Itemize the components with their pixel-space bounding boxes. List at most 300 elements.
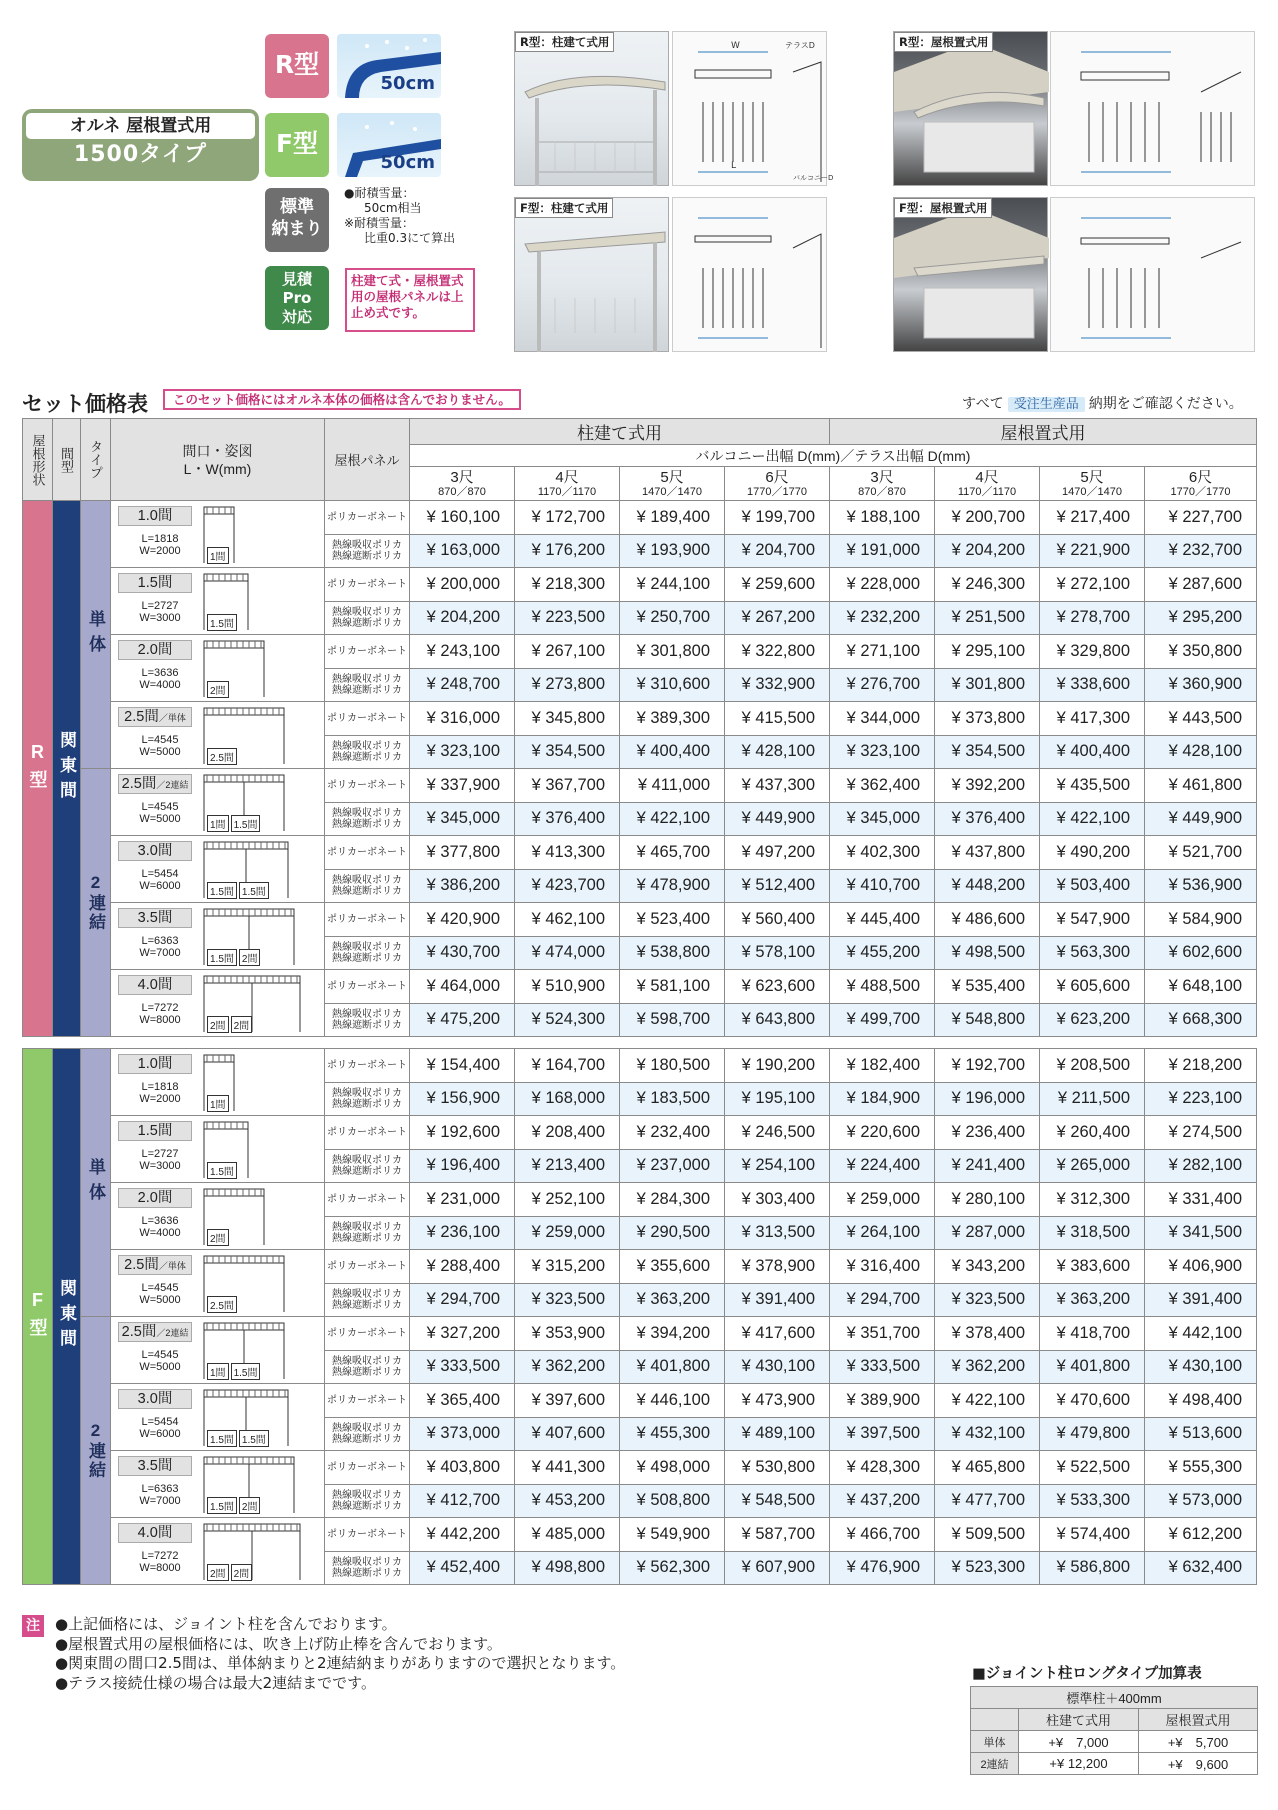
price-cell: ¥ 362,400 xyxy=(830,769,935,803)
ken-label: 2.5間／2連結 xyxy=(118,774,192,794)
lw-dims: L=3636 W=4000 xyxy=(139,1215,181,1239)
price-cell: ¥ 295,200 xyxy=(1145,601,1257,635)
price-cell: ¥ 232,700 xyxy=(1145,534,1257,568)
price-cell: ¥ 449,900 xyxy=(725,802,830,836)
drawing-f-roofmount xyxy=(1050,197,1255,352)
price-cell: ¥ 389,900 xyxy=(830,1384,935,1418)
price-cell: ¥ 470,600 xyxy=(1040,1384,1145,1418)
part-labels xyxy=(207,949,260,966)
table-row xyxy=(23,1384,1257,1418)
size-cell xyxy=(111,635,325,702)
ken-label: 1.5間 xyxy=(118,1121,192,1141)
price-cell: ¥ 437,800 xyxy=(935,836,1040,870)
snow-note-line: ※耐積雪量： xyxy=(344,216,415,230)
table-row xyxy=(23,970,1257,1004)
price-cell: ¥ 367,700 xyxy=(515,769,620,803)
price-cell: ¥ 535,400 xyxy=(935,970,1040,1004)
price-cell: ¥ 455,200 xyxy=(830,936,935,970)
price-cell: ¥ 397,500 xyxy=(830,1417,935,1451)
price-cell: ¥ 278,700 xyxy=(1040,601,1145,635)
header-span: 間型 xyxy=(53,419,81,501)
panel-name: ポリカーボネート xyxy=(325,1049,410,1083)
note-item: ●関東間の間口2.5間は、単体納まりと2連結納まりがありますので選択となります。 xyxy=(55,1654,626,1672)
table-row xyxy=(23,1317,1257,1351)
price-cell: ¥ 220,600 xyxy=(830,1116,935,1150)
price-cell: ¥ 437,300 xyxy=(725,769,830,803)
price-cell: ¥ 533,300 xyxy=(1040,1484,1145,1518)
price-cell: ¥ 333,500 xyxy=(830,1350,935,1384)
part-label: 2間 xyxy=(207,1016,229,1033)
price-cell: ¥ 508,800 xyxy=(620,1484,725,1518)
order-note xyxy=(962,393,1243,413)
group-spacer xyxy=(23,1037,1257,1049)
part-label: 2間 xyxy=(207,1564,229,1581)
price-cell: ¥ 196,000 xyxy=(935,1082,1040,1116)
part-label: 1.5間 xyxy=(239,1430,269,1447)
size-cell xyxy=(111,903,325,970)
price-cell: ¥ 488,500 xyxy=(830,970,935,1004)
price-cell: ¥ 623,600 xyxy=(725,970,830,1004)
price-cell: ¥ 391,400 xyxy=(1145,1283,1257,1317)
panel-name: 熱線吸収ポリカ 熱線遮断ポリカ xyxy=(325,1417,410,1451)
price-cell: ¥ 274,500 xyxy=(1145,1116,1257,1150)
price-cell: ¥ 412,700 xyxy=(410,1484,515,1518)
price-cell: ¥ 362,200 xyxy=(935,1350,1040,1384)
price-cell: ¥ 547,900 xyxy=(1040,903,1145,937)
joint-col: 柱建て式用 xyxy=(1019,1709,1139,1731)
drawing-f-pillar xyxy=(672,197,827,352)
price-cell: ¥ 192,700 xyxy=(935,1049,1040,1083)
snow-note-line: 比重0.3にて算出 xyxy=(364,231,456,245)
price-cell: ¥ 498,400 xyxy=(1145,1384,1257,1418)
price-cell: ¥ 607,900 xyxy=(725,1551,830,1585)
price-cell: ¥ 400,400 xyxy=(620,735,725,769)
photo-caption: F型：柱建て式用 xyxy=(515,198,613,218)
table-row xyxy=(23,836,1257,870)
ken-label: 3.0間 xyxy=(118,841,192,861)
size-cell xyxy=(111,769,325,836)
depth-shaku: 5尺 xyxy=(660,468,684,486)
part-label: 2間 xyxy=(231,1564,253,1581)
f-type-snow-label: 50cm xyxy=(380,152,435,173)
part-labels xyxy=(207,1564,252,1581)
price-cell: ¥ 430,700 xyxy=(410,936,515,970)
price-cell: ¥ 376,400 xyxy=(515,802,620,836)
product-type: 1500タイプ xyxy=(73,142,208,167)
price-cell: ¥ 401,800 xyxy=(620,1350,725,1384)
depth-mm: 870／870 xyxy=(858,485,906,498)
part-labels xyxy=(207,1497,260,1514)
joint-row-label: 2連結 xyxy=(971,1753,1019,1775)
part-labels xyxy=(207,1229,229,1246)
note-item: ●上記価格には、ジョイント柱を含んでおります。 xyxy=(55,1615,397,1633)
price-cell: ¥ 322,800 xyxy=(725,635,830,669)
price-cell: ¥ 428,100 xyxy=(725,735,830,769)
size-cell xyxy=(111,1116,325,1183)
price-cell: ¥ 323,500 xyxy=(935,1283,1040,1317)
lw-dims: L=4545 W=5000 xyxy=(139,1349,181,1373)
price-cell: ¥ 512,400 xyxy=(725,869,830,903)
panel-name: ポリカーボネート xyxy=(325,1317,410,1351)
part-label: 2.5間 xyxy=(207,1296,237,1313)
depth-shaku: 6尺 xyxy=(1188,468,1213,486)
lw-dims: L=4545 W=5000 xyxy=(139,734,181,758)
header-roof-shape: 屋根形状 xyxy=(23,419,53,501)
price-cell: ¥ 260,400 xyxy=(1040,1116,1145,1150)
type-label: 2連結 xyxy=(86,873,105,932)
price-cell: ¥ 605,600 xyxy=(1040,970,1145,1004)
price-cell: ¥ 344,000 xyxy=(830,702,935,736)
price-cell: ¥ 448,200 xyxy=(935,869,1040,903)
price-cell: ¥ 530,800 xyxy=(725,1451,830,1485)
price-cell: ¥ 172,700 xyxy=(515,501,620,535)
price-cell: ¥ 246,500 xyxy=(725,1116,830,1150)
lw-dims: L=4545 W=5000 xyxy=(139,801,181,825)
price-cell: ¥ 475,200 xyxy=(410,1003,515,1037)
r-type-snow-image xyxy=(337,34,441,98)
part-label: 1.5間 xyxy=(207,1162,237,1179)
price-cell: ¥ 323,500 xyxy=(515,1283,620,1317)
table-row xyxy=(23,702,1257,736)
price-cell: ¥ 453,200 xyxy=(515,1484,620,1518)
price-cell: ¥ 509,500 xyxy=(935,1518,1040,1552)
part-label: 1間 xyxy=(207,1363,229,1380)
header-depth-col xyxy=(620,467,725,501)
lw-dims: L=7272 W=8000 xyxy=(139,1550,181,1574)
joint-title: ■ジョイント柱ロングタイプ加算表 xyxy=(972,1666,1202,1682)
panel-name: 熱線吸収ポリカ 熱線遮断ポリカ xyxy=(325,1551,410,1585)
price-cell: ¥ 276,700 xyxy=(830,668,935,702)
part-label: 2間 xyxy=(231,1016,253,1033)
size-cell xyxy=(111,1451,325,1518)
part-label: 2間 xyxy=(207,1229,229,1246)
panel-name: ポリカーボネート xyxy=(325,769,410,803)
header-depth-col xyxy=(935,467,1040,501)
price-cell: ¥ 503,400 xyxy=(1040,869,1145,903)
dim-balcony-label: バルコニーD xyxy=(793,174,834,182)
price-cell: ¥ 164,700 xyxy=(515,1049,620,1083)
snow-note-line: 50cm相当 xyxy=(364,201,422,215)
price-cell: ¥ 182,400 xyxy=(830,1049,935,1083)
price-cell: ¥ 250,700 xyxy=(620,601,725,635)
table-row xyxy=(23,1451,1257,1485)
price-cell: ¥ 218,300 xyxy=(515,568,620,602)
part-labels xyxy=(207,614,237,631)
price-cell: ¥ 490,200 xyxy=(1040,836,1145,870)
price-cell: ¥ 465,800 xyxy=(935,1451,1040,1485)
price-cell: ¥ 204,200 xyxy=(935,534,1040,568)
price-cell: ¥ 221,900 xyxy=(1040,534,1145,568)
price-cell: ¥ 643,800 xyxy=(725,1003,830,1037)
price-cell: ¥ 441,300 xyxy=(515,1451,620,1485)
price-cell: ¥ 241,400 xyxy=(935,1149,1040,1183)
price-cell: ¥ 354,500 xyxy=(935,735,1040,769)
type-cell xyxy=(81,769,111,1037)
price-cell: ¥ 223,100 xyxy=(1145,1082,1257,1116)
table-row xyxy=(23,1049,1257,1083)
depth-shaku: 3尺 xyxy=(870,468,894,486)
price-cell: ¥ 513,600 xyxy=(1145,1417,1257,1451)
price-cell: ¥ 341,500 xyxy=(1145,1216,1257,1250)
part-label: 1.5間 xyxy=(231,815,261,832)
photo-f-pillar xyxy=(514,197,669,352)
part-labels xyxy=(207,1162,237,1179)
table-row xyxy=(23,1116,1257,1150)
price-cell: ¥ 362,200 xyxy=(515,1350,620,1384)
part-labels xyxy=(207,882,269,899)
price-cell: ¥ 478,900 xyxy=(620,869,725,903)
price-cell: ¥ 360,900 xyxy=(1145,668,1257,702)
part-labels xyxy=(207,1430,269,1447)
price-cell: ¥ 213,400 xyxy=(515,1149,620,1183)
ken-label: 2.0間 xyxy=(118,1188,192,1208)
part-labels xyxy=(207,547,229,564)
panel-name: ポリカーボネート xyxy=(325,1451,410,1485)
joint-row-label: 単体 xyxy=(971,1731,1019,1753)
price-cell: ¥ 377,800 xyxy=(410,836,515,870)
panel-name: ポリカーボネート xyxy=(325,568,410,602)
price-cell: ¥ 632,400 xyxy=(1145,1551,1257,1585)
r-type-badge: R型 xyxy=(265,34,329,98)
drawing-r-pillar xyxy=(672,31,834,186)
price-cell: ¥ 612,200 xyxy=(1145,1518,1257,1552)
size-cell xyxy=(111,1384,325,1451)
table-row xyxy=(23,1183,1257,1217)
price-cell: ¥ 217,400 xyxy=(1040,501,1145,535)
depth-mm: 870／870 xyxy=(438,485,486,498)
section-note: このセット価格にはオルネ本体の価格は含んでおりません。 xyxy=(163,389,521,410)
span-cell xyxy=(53,501,81,1037)
price-cell: ¥ 497,200 xyxy=(725,836,830,870)
price-cell: ¥ 267,100 xyxy=(515,635,620,669)
price-cell: ¥ 510,900 xyxy=(515,970,620,1004)
price-cell: ¥ 373,000 xyxy=(410,1417,515,1451)
product-box xyxy=(22,109,259,181)
photo-f-roofmount xyxy=(893,197,1048,352)
price-cell: ¥ 376,400 xyxy=(935,802,1040,836)
panel-name: ポリカーボネート xyxy=(325,836,410,870)
price-cell: ¥ 523,400 xyxy=(620,903,725,937)
lw-dims: L=2727 W=3000 xyxy=(139,600,181,624)
price-cell: ¥ 327,200 xyxy=(410,1317,515,1351)
shape-label: F型 xyxy=(27,1289,48,1344)
price-cell: ¥ 598,700 xyxy=(620,1003,725,1037)
price-cell: ¥ 345,000 xyxy=(410,802,515,836)
price-cell: ¥ 295,100 xyxy=(935,635,1040,669)
table-row xyxy=(23,903,1257,937)
price-cell: ¥ 312,300 xyxy=(1040,1183,1145,1217)
price-cell: ¥ 163,000 xyxy=(410,534,515,568)
part-labels xyxy=(207,815,260,832)
panel-name: 熱線吸収ポリカ 熱線遮断ポリカ xyxy=(325,1082,410,1116)
panel-name: 熱線吸収ポリカ 熱線遮断ポリカ xyxy=(325,1484,410,1518)
price-cell: ¥ 316,000 xyxy=(410,702,515,736)
price-cell: ¥ 401,800 xyxy=(1040,1350,1145,1384)
depth-shaku: 4尺 xyxy=(975,468,999,486)
part-label: 2間 xyxy=(239,949,261,966)
price-cell: ¥ 331,400 xyxy=(1145,1183,1257,1217)
shape-cell xyxy=(23,1049,53,1585)
drawing-r-roofmount xyxy=(1050,31,1255,186)
price-cell: ¥ 392,200 xyxy=(935,769,1040,803)
price-cell: ¥ 318,500 xyxy=(1040,1216,1145,1250)
price-cell: ¥ 248,700 xyxy=(410,668,515,702)
photo-caption: R型：柱建て式用 xyxy=(515,32,614,52)
part-label: 1間 xyxy=(207,547,229,564)
price-cell: ¥ 211,500 xyxy=(1040,1082,1145,1116)
photo-r-roofmount xyxy=(893,31,1048,186)
size-cell xyxy=(111,836,325,903)
part-label: 1.5間 xyxy=(207,614,237,631)
price-cell: ¥ 332,900 xyxy=(725,668,830,702)
price-cell: ¥ 562,300 xyxy=(620,1551,725,1585)
dim-l-label: L xyxy=(731,161,737,171)
price-cell: ¥ 524,300 xyxy=(515,1003,620,1037)
price-cell: ¥ 523,300 xyxy=(935,1551,1040,1585)
price-cell: ¥ 184,900 xyxy=(830,1082,935,1116)
price-cell: ¥ 273,800 xyxy=(515,668,620,702)
price-cell: ¥ 199,700 xyxy=(725,501,830,535)
panel-name: 熱線吸収ポリカ 熱線遮断ポリカ xyxy=(325,1350,410,1384)
price-cell: ¥ 200,700 xyxy=(935,501,1040,535)
price-cell: ¥ 156,900 xyxy=(410,1082,515,1116)
price-cell: ¥ 338,600 xyxy=(1040,668,1145,702)
price-cell: ¥ 315,200 xyxy=(515,1250,620,1284)
price-cell: ¥ 464,000 xyxy=(410,970,515,1004)
price-cell: ¥ 555,300 xyxy=(1145,1451,1257,1485)
depth-mm: 1770／1770 xyxy=(1170,485,1231,498)
mitsumori-pro-badge: 見積 Pro 対応 xyxy=(265,266,329,330)
panel-name: ポリカーボネート xyxy=(325,1116,410,1150)
table-row xyxy=(23,769,1257,803)
part-labels xyxy=(207,748,237,765)
price-cell: ¥ 410,700 xyxy=(830,869,935,903)
size-cell xyxy=(111,1049,325,1116)
lw-dims: L=3636 W=4000 xyxy=(139,667,181,691)
price-cell: ¥ 354,500 xyxy=(515,735,620,769)
price-cell: ¥ 267,200 xyxy=(725,601,830,635)
price-cell: ¥ 498,500 xyxy=(935,936,1040,970)
type-label: 2連結 xyxy=(86,1421,105,1480)
price-cell: ¥ 252,100 xyxy=(515,1183,620,1217)
header-type: タイプ xyxy=(81,419,111,501)
price-cell: ¥ 538,800 xyxy=(620,936,725,970)
price-cell: ¥ 196,400 xyxy=(410,1149,515,1183)
price-cell: ¥ 378,900 xyxy=(725,1250,830,1284)
price-cell: ¥ 574,400 xyxy=(1040,1518,1145,1552)
ken-label: 2.0間 xyxy=(118,640,192,660)
price-cell: ¥ 337,900 xyxy=(410,769,515,803)
joint-table xyxy=(970,1686,1258,1775)
price-cell: ¥ 284,300 xyxy=(620,1183,725,1217)
type-cell xyxy=(81,1317,111,1585)
price-cell: ¥ 573,000 xyxy=(1145,1484,1257,1518)
lw-dims: L=1818 W=2000 xyxy=(139,533,181,557)
header-size: 間口・姿図 L・W(mm) xyxy=(111,419,325,501)
size-cell xyxy=(111,1317,325,1384)
part-label: 1.5間 xyxy=(207,882,237,899)
header-depth-col xyxy=(1145,467,1257,501)
part-labels xyxy=(207,1016,252,1033)
price-cell: ¥ 154,400 xyxy=(410,1049,515,1083)
depth-shaku: 4尺 xyxy=(555,468,579,486)
snow-note xyxy=(344,186,459,246)
price-cell: ¥ 236,100 xyxy=(410,1216,515,1250)
part-label: 2間 xyxy=(207,681,229,698)
ken-label: 1.5間 xyxy=(118,573,192,593)
panel-name: ポリカーボネート xyxy=(325,970,410,1004)
depth-mm: 1470／1470 xyxy=(642,485,702,498)
price-cell: ¥ 428,300 xyxy=(830,1451,935,1485)
depth-shaku: 6尺 xyxy=(765,468,789,486)
lw-dims: L=1818 W=2000 xyxy=(139,1081,181,1105)
price-cell: ¥ 189,400 xyxy=(620,501,725,535)
type-label: 単体 xyxy=(86,1157,105,1208)
ken-label: 3.0間 xyxy=(118,1389,192,1409)
order-note-pre: すべて xyxy=(962,396,1004,412)
price-cell: ¥ 271,100 xyxy=(830,635,935,669)
lw-dims: L=2727 W=3000 xyxy=(139,1148,181,1172)
type-cell xyxy=(81,1049,111,1317)
price-cell: ¥ 442,100 xyxy=(1145,1317,1257,1351)
table-row xyxy=(23,501,1257,535)
price-cell: ¥ 499,700 xyxy=(830,1003,935,1037)
photo-caption: F型：屋根置式用 xyxy=(894,198,992,218)
price-cell: ¥ 232,200 xyxy=(830,601,935,635)
joint-value: +¥ 7,000 xyxy=(1019,1731,1139,1753)
size-cell xyxy=(111,970,325,1037)
price-cell: ¥ 473,900 xyxy=(725,1384,830,1418)
panel-name: ポリカーボネート xyxy=(325,1183,410,1217)
part-label: 1.5間 xyxy=(231,1363,261,1380)
ken-label: 4.0間 xyxy=(118,1523,192,1543)
panel-name: 熱線吸収ポリカ 熱線遮断ポリカ xyxy=(325,735,410,769)
price-cell: ¥ 397,600 xyxy=(515,1384,620,1418)
header-depth-col xyxy=(410,467,515,501)
price-cell: ¥ 402,300 xyxy=(830,836,935,870)
price-cell: ¥ 345,800 xyxy=(515,702,620,736)
price-cell: ¥ 462,100 xyxy=(515,903,620,937)
price-cell: ¥ 272,100 xyxy=(1040,568,1145,602)
panel-name: 熱線吸収ポリカ 熱線遮断ポリカ xyxy=(325,668,410,702)
price-cell: ¥ 584,900 xyxy=(1145,903,1257,937)
price-cell: ¥ 244,100 xyxy=(620,568,725,602)
type-cell xyxy=(81,501,111,769)
lw-dims: L=5454 W=6000 xyxy=(139,868,181,892)
f-type-snow-image xyxy=(337,113,441,177)
joint-value: +¥ 12,200 xyxy=(1019,1753,1139,1775)
panel-name: ポリカーボネート xyxy=(325,1250,410,1284)
price-cell: ¥ 548,800 xyxy=(935,1003,1040,1037)
price-cell: ¥ 192,600 xyxy=(410,1116,515,1150)
price-cell: ¥ 432,100 xyxy=(935,1417,1040,1451)
price-cell: ¥ 586,800 xyxy=(1040,1551,1145,1585)
part-labels xyxy=(207,1095,229,1112)
price-cell: ¥ 423,700 xyxy=(515,869,620,903)
price-cell: ¥ 243,100 xyxy=(410,635,515,669)
price-cell: ¥ 218,200 xyxy=(1145,1049,1257,1083)
part-labels xyxy=(207,1363,260,1380)
price-cell: ¥ 227,700 xyxy=(1145,501,1257,535)
price-cell: ¥ 373,800 xyxy=(935,702,1040,736)
lw-dims: L=4545 W=5000 xyxy=(139,1282,181,1306)
price-cell: ¥ 417,600 xyxy=(725,1317,830,1351)
dim-terrace-label: テラスD xyxy=(785,41,815,50)
section-title: セット価格表 xyxy=(22,392,148,416)
standard-badge: 標準 納まり xyxy=(265,188,329,252)
price-cell: ¥ 355,600 xyxy=(620,1250,725,1284)
price-cell: ¥ 208,400 xyxy=(515,1116,620,1150)
